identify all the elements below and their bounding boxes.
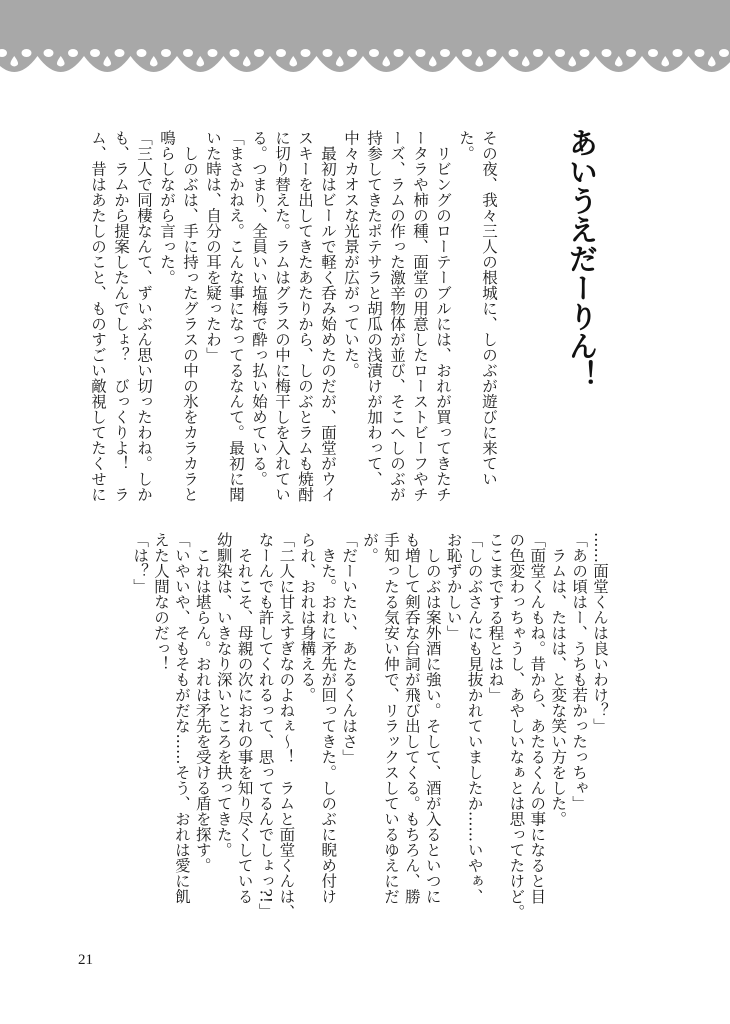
text-line: ラムは、たはは、と変な笑い方をした。: [549, 532, 568, 827]
text-line: 「いやいや、そもそもがだな……そう、おれは愛に飢: [172, 532, 191, 904]
text-line: その夜、我々三人の根城に、しのぶが遊びに来てい: [480, 130, 498, 487]
text-line: も増して剣呑な台詞が飛び出してくる。もちろん、勝: [402, 532, 421, 904]
text-line: る。つまり、全員いい塩梅で酔っ払い始めている。: [250, 130, 268, 487]
text-line: お恥ずかしい」: [444, 532, 463, 641]
text-line: も、ラムから提案したんでしょ？ びっくりよ！ ラ: [112, 130, 130, 502]
text-line: ーズ、ラムの作った激辛物体が並び、そこへしのぶが: [388, 130, 406, 502]
text-line: 最初はビールで軽く呑み始めたのだが、面堂がウイ: [319, 130, 337, 502]
page-number: 21: [78, 952, 93, 968]
text-line: ここまでする程とはね」: [486, 532, 505, 703]
text-line: えた人間なのだっ！: [151, 532, 170, 672]
text-line: いた時は、自分の耳を疑ったわ」: [204, 130, 222, 363]
text-line: 「あの頃はー、うちも若かったっちゃ」: [570, 532, 589, 811]
text-line: 中々カオスな光景が広がっていた。: [342, 130, 360, 378]
text-line: ……面堂くんは良いわけ？」: [591, 532, 609, 734]
text-line: 「二人に甘えすぎなのよねぇ～！ ラムと面堂くんは、: [277, 532, 296, 920]
chapter-title: あいうえだーりん！: [565, 128, 599, 389]
text-line: これは堪らん。おれは矛先を受ける盾を探す。: [193, 532, 212, 873]
text-line: 「面堂くんもね。昔から、あたるくんの事になると目: [528, 532, 547, 904]
text-line: の色変わっちゃうし、あやしいなぁとは思ってたけど。: [507, 532, 526, 920]
text-line: られ、おれは身構える。: [298, 532, 317, 703]
text-line: きた。おれに矛先が回ってきた。しのぶに睨め付け: [319, 532, 338, 904]
text-line: スキーを出してきたあたりから、しのぶとラムも焼酎: [296, 130, 314, 502]
text-line: 持参してきたポテサラと胡瓜の浅漬けが加わって、: [365, 130, 383, 487]
text-line: 「まさかねえ。こんな事になってるなんて。最初に聞: [227, 130, 245, 502]
text-line: 鳴らしながら言った。: [158, 130, 176, 285]
text-line: ータラや柿の種、面堂の用意したローストビーフやチ: [411, 130, 429, 502]
text-line: リビングのローテーブルには、おれが買ってきたチ: [434, 130, 452, 502]
text-line: に切り替えた。ラムはグラスの中に梅干しを入れてい: [273, 130, 291, 502]
text-line: しのぶは、手に持ったグラスの中の氷をカラカラと: [181, 130, 199, 502]
text-line: 「三人で同棲なんて、ずいぶん思い切ったわね。しか: [135, 130, 153, 502]
lace-header-band: [0, 0, 730, 80]
text-line: なーんでも許してくれるって、思ってるんでしょっ?!」: [256, 532, 275, 919]
text-line: 幼馴染は、いきなり深いところを抉ってきた。: [214, 532, 233, 858]
text-line: 手知ったる気安い仲で、リラックスしているゆえにだ: [381, 532, 400, 904]
text-line: ム、昔はあたしのこと、ものすごい敵視してたくせに: [89, 130, 107, 502]
body-text-lower: [129, 532, 610, 920]
text-line: た。: [457, 130, 475, 161]
text-line: 「だーいたい、あたるくんはさ」: [340, 532, 359, 765]
text-line: 「は？」: [131, 532, 150, 594]
text-line: 「しのぶさんにも見抜かれていましたか……いやぁ、: [465, 532, 484, 904]
body-text-upper: [86, 130, 500, 502]
text-line: しのぶは案外酒に強い。そして、酒が入るといつに: [423, 532, 442, 904]
text-line: が。: [361, 532, 380, 563]
text-line: それこそ、母親の次におれの事を知り尽くしている: [235, 532, 254, 904]
